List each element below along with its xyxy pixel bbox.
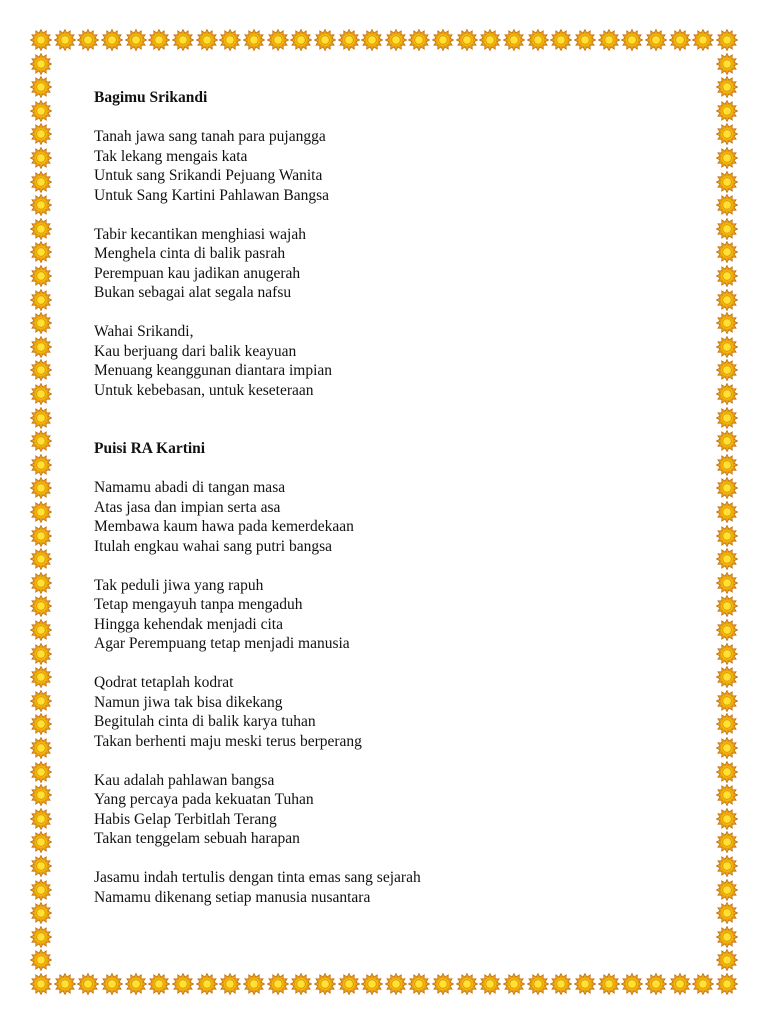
poem-line: Menuang keanggunan diantara impian <box>94 362 333 379</box>
sunflower-icon <box>621 973 643 995</box>
sunflower-icon <box>716 737 738 759</box>
sunflower-icon <box>30 501 52 523</box>
sunflower-icon <box>645 973 667 995</box>
sunflower-icon <box>30 690 52 712</box>
sunflower-icon <box>716 312 738 334</box>
poem-line: Hingga kehendak menjadi cita <box>94 615 283 633</box>
sunflower-icon <box>716 713 738 735</box>
sunflower-icon <box>243 973 265 995</box>
sunflower-icon <box>30 383 52 405</box>
sunflower-icon <box>30 218 52 240</box>
poem-bagimu-srikandi <box>94 88 694 400</box>
sunflower-icon <box>30 76 52 98</box>
sunflower-icon <box>503 29 525 51</box>
sunflower-icon <box>716 643 738 665</box>
sunflower-icon <box>290 29 312 51</box>
poem-line: Untuk Sang Kartini Pahlawan Bangsa <box>94 186 330 204</box>
sunflower-icon <box>645 29 667 51</box>
poem-line: Qodrat tetaplah kodrat <box>94 674 234 691</box>
stanza <box>94 127 694 205</box>
sunflower-icon <box>30 147 52 169</box>
sunflower-icon <box>716 879 738 901</box>
stanza <box>94 478 694 556</box>
sunflower-icon <box>30 808 52 830</box>
sunflower-icon <box>716 619 738 641</box>
poem-line: Habis Gelap Terbitlah Terang <box>94 810 277 828</box>
sunflower-icon <box>716 241 738 263</box>
sunflower-icon <box>479 973 501 995</box>
poem-line: Tabir kecantikan menghiasi wajah <box>94 225 306 243</box>
sunflower-icon <box>716 949 738 971</box>
sunflower-icon <box>669 973 691 995</box>
poem-line: Wahai Srikandi, <box>94 323 194 340</box>
sunflower-icon <box>101 29 123 51</box>
sunflower-icon <box>574 29 596 51</box>
sunflower-icon <box>338 973 360 995</box>
sunflower-icon <box>716 477 738 499</box>
poem-line: Tak lekang mengais kata <box>94 147 248 165</box>
sunflower-icon <box>361 973 383 995</box>
sunflower-icon <box>716 336 738 358</box>
sunflower-icon <box>30 831 52 853</box>
sunflower-icon <box>30 666 52 688</box>
sunflower-icon <box>716 383 738 405</box>
sunflower-icon <box>716 501 738 523</box>
sunflower-icon <box>148 973 170 995</box>
sunflower-icon <box>30 171 52 193</box>
sunflower-icon <box>77 973 99 995</box>
stanza <box>94 868 694 907</box>
sunflower-icon <box>716 595 738 617</box>
sunflower-icon <box>30 926 52 948</box>
poem-line: Takan tenggelam sebuah harapan <box>94 830 300 847</box>
sunflower-icon <box>196 29 218 51</box>
sunflower-icon <box>598 973 620 995</box>
sunflower-icon <box>716 359 738 381</box>
sunflower-icon <box>30 289 52 311</box>
sunflower-icon <box>30 336 52 358</box>
sunflower-icon <box>30 879 52 901</box>
poem-puisi-ra-kartini <box>94 439 694 907</box>
sunflower-icon <box>219 29 241 51</box>
poem-line: Tak peduli jiwa yang rapuh <box>94 576 264 594</box>
sunflower-icon <box>550 973 572 995</box>
poem-title: Bagimu Srikandi <box>94 89 208 106</box>
sunflower-icon <box>716 194 738 216</box>
poem-content <box>94 86 694 907</box>
sunflower-icon <box>30 855 52 877</box>
sunflower-icon <box>716 123 738 145</box>
sunflower-icon <box>550 29 572 51</box>
sunflower-icon <box>716 265 738 287</box>
sunflower-icon <box>716 808 738 830</box>
poem-line: Bukan sebagai alat segala nafsu <box>94 284 292 301</box>
sunflower-icon <box>432 29 454 51</box>
sunflower-icon <box>30 477 52 499</box>
sunflower-icon <box>314 973 336 995</box>
sunflower-icon <box>716 407 738 429</box>
sunflower-icon <box>30 525 52 547</box>
poem-line: Jasamu indah tertulis dengan tinta emas sang sejarah <box>94 869 421 886</box>
sunflower-icon <box>716 973 738 995</box>
sunflower-icon <box>30 265 52 287</box>
stanza <box>94 576 694 654</box>
poem-line: Untuk sang Srikandi Pejuang Wanita <box>94 167 323 184</box>
sunflower-icon <box>125 973 147 995</box>
sunflower-icon <box>527 29 549 51</box>
sunflower-icon <box>716 902 738 924</box>
sunflower-icon <box>385 29 407 51</box>
poem-line: Begitulah cinta di balik karya tuhan <box>94 713 316 730</box>
sunflower-icon <box>219 973 241 995</box>
sunflower-icon <box>243 29 265 51</box>
poem-line: Agar Perempuang tetap menjadi manusia <box>94 635 350 652</box>
sunflower-icon <box>290 973 312 995</box>
poem-line: Tanah jawa sang tanah para pujangga <box>94 128 326 145</box>
poem-title: Puisi RA Kartini <box>94 440 206 457</box>
sunflower-icon <box>30 100 52 122</box>
poem-line: Takan berhenti maju meski terus berperang <box>94 732 362 750</box>
sunflower-icon <box>30 619 52 641</box>
sunflower-icon <box>30 713 52 735</box>
sunflower-icon <box>30 548 52 570</box>
sunflower-icon <box>692 29 714 51</box>
sunflower-icon <box>598 29 620 51</box>
poem-line: Kau berjuang dari balik keayuan <box>94 342 297 360</box>
sunflower-icon <box>716 76 738 98</box>
sunflower-icon <box>479 29 501 51</box>
sunflower-icon <box>716 525 738 547</box>
sunflower-icon <box>408 973 430 995</box>
sunflower-icon <box>101 973 123 995</box>
poem-line: Untuk kebebasan, untuk keseteraan <box>94 381 314 399</box>
sunflower-icon <box>716 147 738 169</box>
poem-line: Atas jasa dan impian serta asa <box>94 498 281 516</box>
sunflower-icon <box>716 784 738 806</box>
poem-line: Tetap mengayuh tanpa mengaduh <box>94 596 303 613</box>
poem-line: Menghela cinta di balik pasrah <box>94 245 286 262</box>
sunflower-icon <box>574 973 596 995</box>
sunflower-icon <box>716 289 738 311</box>
poem-line: Namun jiwa tak bisa dikekang <box>94 693 283 711</box>
poem-line: Membawa kaum hawa pada kemerdekaan <box>94 518 354 535</box>
sunflower-icon <box>692 973 714 995</box>
poem-line: Itulah engkau wahai sang putri bangsa <box>94 537 333 555</box>
sunflower-icon <box>267 973 289 995</box>
sunflower-icon <box>408 29 430 51</box>
sunflower-icon <box>30 241 52 263</box>
sunflower-icon <box>716 454 738 476</box>
sunflower-icon <box>30 407 52 429</box>
sunflower-icon <box>716 171 738 193</box>
sunflower-icon <box>338 29 360 51</box>
sunflower-icon <box>30 454 52 476</box>
sunflower-icon <box>716 430 738 452</box>
sunflower-icon <box>267 29 289 51</box>
poem-line: Namamu abadi di tangan masa <box>94 479 286 496</box>
sunflower-icon <box>716 690 738 712</box>
stanza <box>94 771 694 849</box>
sunflower-icon <box>432 973 454 995</box>
sunflower-icon <box>30 29 52 51</box>
sunflower-icon <box>30 949 52 971</box>
sunflower-icon <box>30 737 52 759</box>
sunflower-icon <box>30 761 52 783</box>
sunflower-icon <box>30 430 52 452</box>
sunflower-icon <box>716 666 738 688</box>
stanza <box>94 322 694 400</box>
sunflower-icon <box>30 312 52 334</box>
stanza <box>94 673 694 751</box>
sunflower-icon <box>716 218 738 240</box>
sunflower-icon <box>77 29 99 51</box>
sunflower-icon <box>716 548 738 570</box>
sunflower-icon <box>30 53 52 75</box>
sunflower-icon <box>54 29 76 51</box>
poem-line: Namamu dikenang setiap manusia nusantara <box>94 888 371 906</box>
sunflower-icon <box>54 973 76 995</box>
stanza <box>94 225 694 303</box>
sunflower-icon <box>196 973 218 995</box>
sunflower-icon <box>716 761 738 783</box>
sunflower-icon <box>716 855 738 877</box>
sunflower-icon <box>30 902 52 924</box>
sunflower-icon <box>716 53 738 75</box>
sunflower-icon <box>30 595 52 617</box>
sunflower-icon <box>30 973 52 995</box>
sunflower-icon <box>172 29 194 51</box>
sunflower-icon <box>621 29 643 51</box>
sunflower-icon <box>30 643 52 665</box>
sunflower-icon <box>716 572 738 594</box>
sunflower-icon <box>314 29 336 51</box>
poem-line: Yang percaya pada kekuatan Tuhan <box>94 791 314 808</box>
sunflower-icon <box>30 123 52 145</box>
sunflower-icon <box>716 926 738 948</box>
sunflower-icon <box>30 359 52 381</box>
sunflower-icon <box>669 29 691 51</box>
sunflower-icon <box>716 29 738 51</box>
poem-line: Kau adalah pahlawan bangsa <box>94 771 275 789</box>
sunflower-icon <box>456 973 478 995</box>
sunflower-icon <box>30 194 52 216</box>
sunflower-icon <box>30 572 52 594</box>
sunflower-icon <box>172 973 194 995</box>
sunflower-icon <box>148 29 170 51</box>
sunflower-icon <box>503 973 525 995</box>
sunflower-icon <box>716 100 738 122</box>
sunflower-icon <box>456 29 478 51</box>
poem-line: Perempuan kau jadikan anugerah <box>94 264 301 282</box>
sunflower-icon <box>385 973 407 995</box>
sunflower-icon <box>125 29 147 51</box>
sunflower-icon <box>30 784 52 806</box>
sunflower-icon <box>527 973 549 995</box>
sunflower-icon <box>716 831 738 853</box>
sunflower-icon <box>361 29 383 51</box>
